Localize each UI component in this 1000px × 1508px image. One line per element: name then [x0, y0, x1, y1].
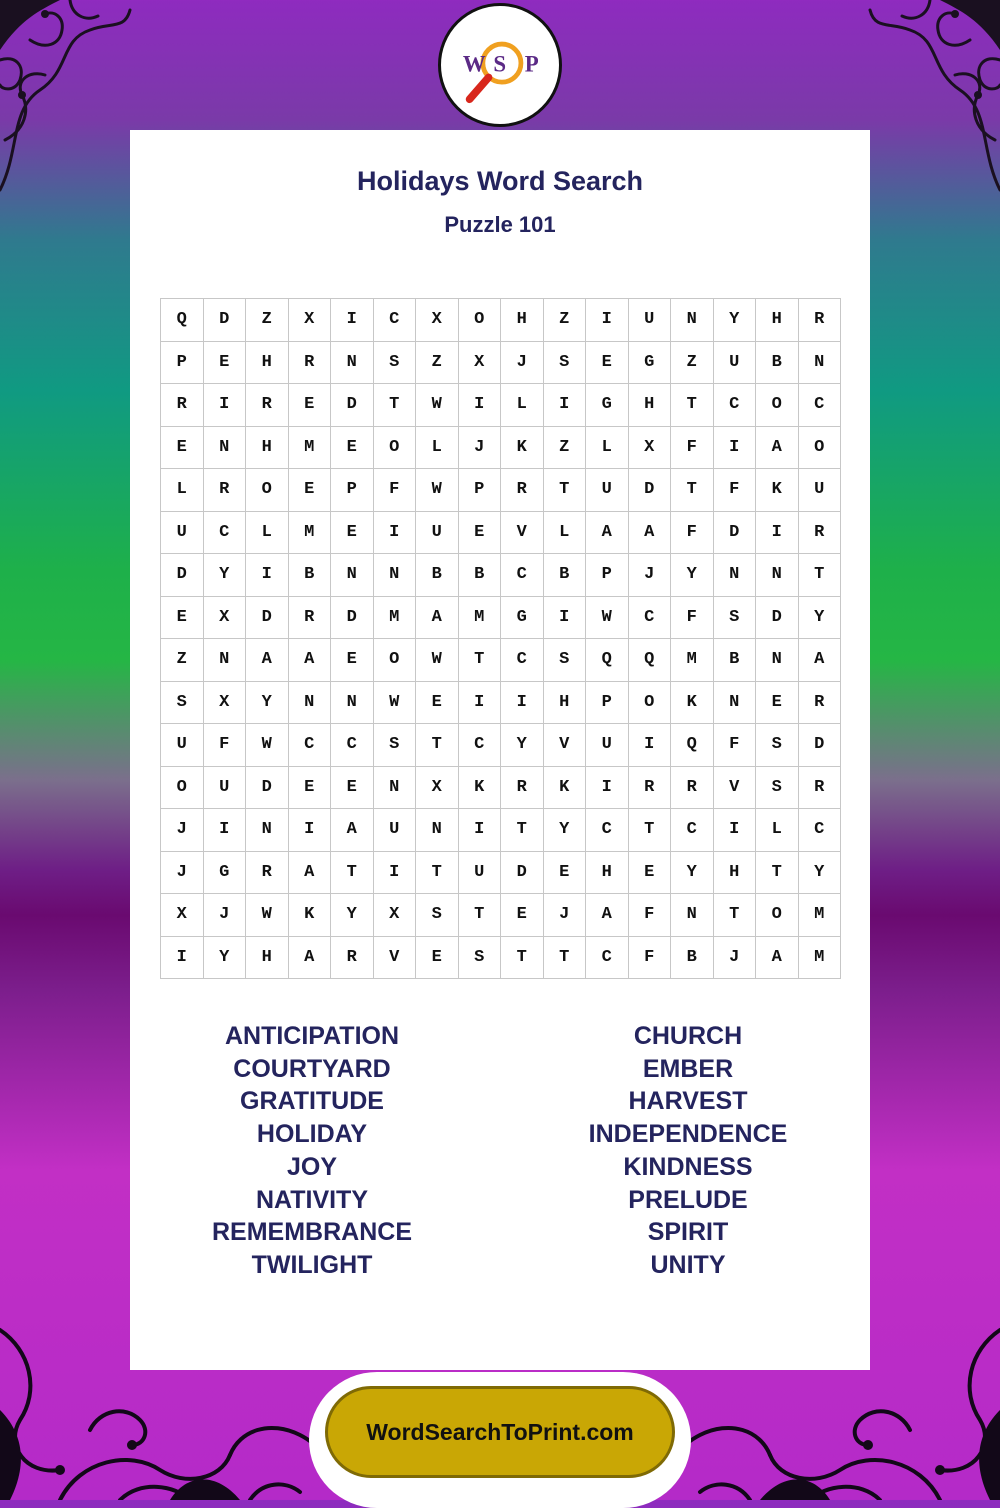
- grid-cell[interactable]: F: [714, 724, 757, 767]
- grid-cell[interactable]: S: [544, 639, 587, 682]
- grid-cell[interactable]: S: [756, 767, 799, 810]
- grid-cell[interactable]: A: [629, 512, 672, 555]
- grid-cell[interactable]: X: [374, 894, 417, 937]
- word-item: ANTICIPATION: [224, 1022, 400, 1050]
- word-list-left: [162, 1020, 462, 1282]
- grid-cell[interactable]: M: [799, 894, 842, 937]
- grid-cell[interactable]: C: [671, 809, 714, 852]
- grid-cell[interactable]: T: [374, 384, 417, 427]
- grid-cell[interactable]: I: [544, 384, 587, 427]
- grid-cell[interactable]: K: [544, 767, 587, 810]
- grid-cell[interactable]: J: [161, 852, 204, 895]
- grid-cell[interactable]: L: [756, 809, 799, 852]
- grid-cell[interactable]: X: [416, 767, 459, 810]
- grid-cell[interactable]: J: [629, 554, 672, 597]
- grid-cell[interactable]: S: [374, 342, 417, 385]
- grid-cell[interactable]: Z: [246, 299, 289, 342]
- grid-cell[interactable]: F: [714, 469, 757, 512]
- grid-cell[interactable]: H: [714, 852, 757, 895]
- grid-cell[interactable]: F: [671, 427, 714, 470]
- grid-cell[interactable]: F: [629, 937, 672, 980]
- grid-cell[interactable]: D: [756, 597, 799, 640]
- grid-cell[interactable]: H: [586, 852, 629, 895]
- grid-cell[interactable]: U: [416, 512, 459, 555]
- grid-cell[interactable]: N: [756, 639, 799, 682]
- grid-cell[interactable]: C: [714, 384, 757, 427]
- grid-cell[interactable]: M: [289, 512, 332, 555]
- grid-cell[interactable]: U: [161, 724, 204, 767]
- grid-cell[interactable]: R: [501, 469, 544, 512]
- grid-cell[interactable]: E: [416, 937, 459, 980]
- grid-cell[interactable]: M: [459, 597, 502, 640]
- grid-cell[interactable]: D: [161, 554, 204, 597]
- grid-cell[interactable]: C: [374, 299, 417, 342]
- grid-cell[interactable]: E: [756, 682, 799, 725]
- grid-cell[interactable]: T: [671, 469, 714, 512]
- grid-cell[interactable]: B: [459, 554, 502, 597]
- grid-cell[interactable]: E: [331, 427, 374, 470]
- grid-cell[interactable]: C: [799, 809, 842, 852]
- grid-cell[interactable]: O: [161, 767, 204, 810]
- grid-cell[interactable]: O: [799, 427, 842, 470]
- word-list-right: [538, 1020, 838, 1282]
- grid-cell[interactable]: I: [289, 809, 332, 852]
- grid-cell[interactable]: F: [204, 724, 247, 767]
- grid-cell[interactable]: C: [501, 554, 544, 597]
- grid-cell[interactable]: M: [374, 597, 417, 640]
- word-item: TWILIGHT: [251, 1250, 373, 1279]
- word-item: HARVEST: [628, 1087, 748, 1116]
- grid-cell[interactable]: Z: [416, 342, 459, 385]
- grid-cell[interactable]: A: [289, 852, 332, 895]
- grid-cell[interactable]: D: [331, 384, 374, 427]
- grid-cell[interactable]: B: [289, 554, 332, 597]
- grid-cell[interactable]: I: [586, 299, 629, 342]
- grid-cell[interactable]: E: [289, 469, 332, 512]
- grid-cell[interactable]: L: [246, 512, 289, 555]
- grid-cell[interactable]: H: [246, 937, 289, 980]
- grid-cell[interactable]: C: [289, 724, 332, 767]
- grid-cell[interactable]: N: [374, 554, 417, 597]
- grid-cell[interactable]: H: [246, 427, 289, 470]
- grid-cell[interactable]: J: [544, 894, 587, 937]
- grid-cell[interactable]: E: [161, 597, 204, 640]
- grid-cell[interactable]: N: [799, 342, 842, 385]
- word-item: COURTYARD: [233, 1054, 391, 1083]
- letter-grid: [160, 298, 841, 979]
- grid-cell[interactable]: T: [544, 469, 587, 512]
- grid-cell[interactable]: D: [204, 299, 247, 342]
- grid-cell[interactable]: K: [459, 767, 502, 810]
- grid-cell[interactable]: N: [756, 554, 799, 597]
- grid-cell[interactable]: L: [501, 384, 544, 427]
- grid-cell[interactable]: Y: [246, 682, 289, 725]
- word-item: GRATITUDE: [240, 1087, 384, 1116]
- grid-cell[interactable]: Z: [671, 342, 714, 385]
- word-item: INDEPENDENCE: [588, 1120, 788, 1149]
- grid-cell[interactable]: E: [544, 852, 587, 895]
- grid-cell[interactable]: B: [756, 342, 799, 385]
- word-item: SPIRIT: [647, 1218, 729, 1247]
- grid-cell[interactable]: R: [629, 767, 672, 810]
- grid-cell[interactable]: K: [671, 682, 714, 725]
- grid-cell[interactable]: R: [799, 682, 842, 725]
- grid-cell[interactable]: O: [459, 299, 502, 342]
- grid-cell[interactable]: R: [246, 384, 289, 427]
- grid-cell[interactable]: M: [289, 427, 332, 470]
- grid-cell[interactable]: V: [714, 767, 757, 810]
- grid-cell[interactable]: G: [204, 852, 247, 895]
- grid-cell[interactable]: E: [501, 894, 544, 937]
- grid-cell[interactable]: Y: [799, 852, 842, 895]
- grid-cell[interactable]: L: [586, 427, 629, 470]
- grid-cell[interactable]: A: [246, 639, 289, 682]
- grid-cell[interactable]: W: [416, 469, 459, 512]
- grid-cell[interactable]: E: [289, 767, 332, 810]
- grid-cell[interactable]: O: [756, 384, 799, 427]
- grid-cell[interactable]: A: [756, 427, 799, 470]
- grid-cell[interactable]: Y: [204, 554, 247, 597]
- grid-cell[interactable]: N: [204, 427, 247, 470]
- grid-cell[interactable]: N: [714, 682, 757, 725]
- grid-cell[interactable]: F: [629, 894, 672, 937]
- grid-cell[interactable]: Y: [671, 554, 714, 597]
- grid-cell[interactable]: O: [629, 682, 672, 725]
- grid-cell[interactable]: R: [246, 852, 289, 895]
- grid-cell[interactable]: N: [289, 682, 332, 725]
- grid-cell[interactable]: F: [374, 469, 417, 512]
- grid-cell[interactable]: R: [671, 767, 714, 810]
- grid-cell[interactable]: P: [586, 682, 629, 725]
- grid-cell[interactable]: P: [161, 342, 204, 385]
- grid-cell[interactable]: D: [799, 724, 842, 767]
- grid-cell[interactable]: A: [756, 937, 799, 980]
- grid-cell[interactable]: I: [331, 299, 374, 342]
- logo-letter-p: P: [524, 51, 539, 77]
- grid-cell[interactable]: X: [289, 299, 332, 342]
- grid-cell[interactable]: M: [799, 937, 842, 980]
- grid-cell[interactable]: S: [756, 724, 799, 767]
- grid-cell[interactable]: X: [629, 427, 672, 470]
- grid-cell[interactable]: D: [629, 469, 672, 512]
- grid-cell[interactable]: Y: [204, 937, 247, 980]
- grid-cell[interactable]: S: [161, 682, 204, 725]
- grid-cell[interactable]: O: [374, 639, 417, 682]
- grid-cell[interactable]: W: [586, 597, 629, 640]
- grid-cell[interactable]: C: [331, 724, 374, 767]
- grid-cell[interactable]: Y: [671, 852, 714, 895]
- grid-cell[interactable]: A: [289, 937, 332, 980]
- grid-cell[interactable]: P: [586, 554, 629, 597]
- grid-cell[interactable]: H: [544, 682, 587, 725]
- grid-cell[interactable]: X: [416, 299, 459, 342]
- site-logo[interactable]: [438, 3, 562, 127]
- grid-cell[interactable]: D: [246, 597, 289, 640]
- grid-cell[interactable]: R: [289, 342, 332, 385]
- grid-cell[interactable]: E: [204, 342, 247, 385]
- corner-flourish-top-left: [0, 0, 140, 200]
- grid-cell[interactable]: W: [374, 682, 417, 725]
- word-item: NATIVITY: [255, 1185, 369, 1214]
- grid-cell[interactable]: B: [416, 554, 459, 597]
- grid-cell[interactable]: X: [204, 597, 247, 640]
- grid-cell[interactable]: E: [459, 512, 502, 555]
- grid-cell[interactable]: T: [544, 937, 587, 980]
- grid-cell[interactable]: U: [204, 767, 247, 810]
- logo-letter-w: W: [462, 51, 486, 77]
- grid-cell[interactable]: I: [459, 809, 502, 852]
- grid-cell[interactable]: D: [714, 512, 757, 555]
- grid-cell[interactable]: R: [331, 937, 374, 980]
- grid-cell[interactable]: D: [501, 852, 544, 895]
- grid-cell[interactable]: Y: [331, 894, 374, 937]
- grid-cell[interactable]: D: [246, 767, 289, 810]
- grid-cell[interactable]: I: [501, 682, 544, 725]
- grid-cell[interactable]: R: [799, 767, 842, 810]
- grid-cell[interactable]: S: [544, 342, 587, 385]
- grid-cell[interactable]: B: [671, 937, 714, 980]
- grid-cell[interactable]: A: [586, 512, 629, 555]
- grid-cell[interactable]: W: [416, 384, 459, 427]
- grid-cell[interactable]: S: [416, 894, 459, 937]
- grid-cell[interactable]: I: [204, 384, 247, 427]
- grid-cell[interactable]: P: [459, 469, 502, 512]
- grid-cell[interactable]: S: [459, 937, 502, 980]
- grid-cell[interactable]: G: [586, 384, 629, 427]
- grid-cell[interactable]: S: [374, 724, 417, 767]
- grid-cell[interactable]: V: [544, 724, 587, 767]
- grid-cell[interactable]: J: [204, 894, 247, 937]
- grid-cell[interactable]: I: [204, 809, 247, 852]
- grid-cell[interactable]: W: [246, 724, 289, 767]
- grid-cell[interactable]: V: [501, 512, 544, 555]
- grid-cell[interactable]: Y: [714, 299, 757, 342]
- grid-cell[interactable]: H: [501, 299, 544, 342]
- grid-cell[interactable]: S: [714, 597, 757, 640]
- logo-letter-s: S: [493, 51, 507, 77]
- grid-cell[interactable]: E: [331, 767, 374, 810]
- grid-cell[interactable]: C: [629, 597, 672, 640]
- grid-cell[interactable]: E: [161, 427, 204, 470]
- grid-cell[interactable]: L: [416, 427, 459, 470]
- grid-cell[interactable]: T: [714, 894, 757, 937]
- grid-cell[interactable]: I: [459, 384, 502, 427]
- grid-cell[interactable]: Y: [799, 597, 842, 640]
- grid-cell[interactable]: I: [756, 512, 799, 555]
- grid-cell[interactable]: O: [756, 894, 799, 937]
- grid-cell[interactable]: N: [331, 554, 374, 597]
- grid-cell[interactable]: T: [501, 809, 544, 852]
- grid-cell[interactable]: N: [331, 342, 374, 385]
- grid-cell[interactable]: I: [714, 427, 757, 470]
- grid-cell[interactable]: I: [246, 554, 289, 597]
- grid-cell[interactable]: E: [289, 384, 332, 427]
- word-item: JOY: [286, 1152, 338, 1181]
- grid-cell[interactable]: L: [544, 512, 587, 555]
- grid-cell[interactable]: T: [756, 852, 799, 895]
- grid-cell[interactable]: I: [374, 512, 417, 555]
- grid-cell[interactable]: L: [161, 469, 204, 512]
- grid-cell[interactable]: U: [586, 724, 629, 767]
- grid-cell[interactable]: Q: [586, 639, 629, 682]
- grid-cell[interactable]: R: [204, 469, 247, 512]
- grid-cell[interactable]: J: [501, 342, 544, 385]
- grid-cell[interactable]: X: [204, 682, 247, 725]
- grid-cell[interactable]: I: [544, 597, 587, 640]
- grid-cell[interactable]: I: [629, 724, 672, 767]
- puzzle-subtitle: Puzzle 101: [444, 212, 556, 237]
- grid-cell[interactable]: N: [671, 894, 714, 937]
- grid-cell[interactable]: J: [161, 809, 204, 852]
- grid-cell[interactable]: R: [799, 512, 842, 555]
- grid-cell[interactable]: O: [374, 427, 417, 470]
- grid-cell[interactable]: G: [501, 597, 544, 640]
- grid-cell[interactable]: U: [714, 342, 757, 385]
- word-item: KINDNESS: [623, 1152, 753, 1181]
- grid-cell[interactable]: R: [161, 384, 204, 427]
- grid-cell[interactable]: K: [501, 427, 544, 470]
- grid-cell[interactable]: Y: [544, 809, 587, 852]
- grid-cell[interactable]: F: [671, 512, 714, 555]
- grid-cell[interactable]: B: [544, 554, 587, 597]
- grid-cell[interactable]: R: [501, 767, 544, 810]
- grid-cell[interactable]: E: [629, 852, 672, 895]
- grid-cell[interactable]: T: [671, 384, 714, 427]
- grid-cell[interactable]: I: [161, 937, 204, 980]
- grid-cell[interactable]: N: [374, 767, 417, 810]
- grid-cell[interactable]: X: [459, 342, 502, 385]
- grid-cell[interactable]: E: [331, 639, 374, 682]
- grid-cell[interactable]: C: [799, 384, 842, 427]
- word-item: REMEMBRANCE: [212, 1218, 412, 1247]
- grid-cell[interactable]: T: [331, 852, 374, 895]
- puzzle-title: Holidays Word Search: [356, 166, 644, 196]
- grid-cell[interactable]: N: [204, 639, 247, 682]
- grid-cell[interactable]: H: [629, 384, 672, 427]
- grid-cell[interactable]: A: [799, 639, 842, 682]
- grid-cell[interactable]: C: [501, 639, 544, 682]
- grid-cell[interactable]: A: [586, 894, 629, 937]
- grid-cell[interactable]: H: [756, 299, 799, 342]
- grid-cell[interactable]: Q: [629, 639, 672, 682]
- grid-cell[interactable]: C: [586, 809, 629, 852]
- grid-cell[interactable]: Q: [671, 724, 714, 767]
- grid-cell[interactable]: T: [459, 894, 502, 937]
- grid-cell[interactable]: E: [416, 682, 459, 725]
- grid-cell[interactable]: A: [416, 597, 459, 640]
- grid-cell[interactable]: F: [671, 597, 714, 640]
- grid-cell[interactable]: Z: [544, 299, 587, 342]
- corner-flourish-top-right: [860, 0, 1000, 200]
- word-item: PRELUDE: [628, 1185, 748, 1214]
- grid-cell[interactable]: O: [246, 469, 289, 512]
- grid-cell[interactable]: N: [714, 554, 757, 597]
- grid-cell[interactable]: T: [416, 852, 459, 895]
- grid-cell[interactable]: Y: [501, 724, 544, 767]
- grid-cell[interactable]: C: [586, 937, 629, 980]
- grid-cell[interactable]: H: [246, 342, 289, 385]
- grid-cell[interactable]: V: [374, 937, 417, 980]
- grid-cell[interactable]: K: [756, 469, 799, 512]
- word-item: UNITY: [650, 1250, 726, 1279]
- grid-cell[interactable]: P: [331, 469, 374, 512]
- grid-cell[interactable]: A: [289, 639, 332, 682]
- grid-cell[interactable]: Z: [161, 639, 204, 682]
- word-item: EMBER: [642, 1054, 734, 1083]
- grid-cell[interactable]: N: [331, 682, 374, 725]
- grid-cell[interactable]: E: [331, 512, 374, 555]
- grid-cell[interactable]: Q: [161, 299, 204, 342]
- grid-cell[interactable]: U: [161, 512, 204, 555]
- grid-cell[interactable]: U: [374, 809, 417, 852]
- grid-cell[interactable]: T: [459, 639, 502, 682]
- magnifier-logo-icon: [441, 6, 559, 124]
- grid-cell[interactable]: T: [416, 724, 459, 767]
- word-item: CHURCH: [633, 1022, 743, 1050]
- grid-cell[interactable]: T: [629, 809, 672, 852]
- grid-cell[interactable]: I: [459, 682, 502, 725]
- website-link-button[interactable]: WordSearchToPrint.com: [325, 1386, 675, 1478]
- grid-cell[interactable]: I: [586, 767, 629, 810]
- grid-cell[interactable]: K: [289, 894, 332, 937]
- grid-cell[interactable]: R: [289, 597, 332, 640]
- grid-cell[interactable]: B: [714, 639, 757, 682]
- grid-cell[interactable]: T: [799, 554, 842, 597]
- grid-cell[interactable]: G: [629, 342, 672, 385]
- grid-cell[interactable]: C: [204, 512, 247, 555]
- grid-cell[interactable]: C: [459, 724, 502, 767]
- grid-cell[interactable]: N: [416, 809, 459, 852]
- grid-cell[interactable]: R: [799, 299, 842, 342]
- grid-cell[interactable]: W: [416, 639, 459, 682]
- grid-cell[interactable]: J: [714, 937, 757, 980]
- grid-cell[interactable]: U: [799, 469, 842, 512]
- grid-cell[interactable]: A: [331, 809, 374, 852]
- grid-cell[interactable]: D: [331, 597, 374, 640]
- grid-cell[interactable]: X: [161, 894, 204, 937]
- grid-cell[interactable]: J: [459, 427, 502, 470]
- grid-cell[interactable]: Z: [544, 427, 587, 470]
- word-item: HOLIDAY: [256, 1120, 368, 1149]
- grid-cell[interactable]: I: [374, 852, 417, 895]
- puzzle-card: [130, 130, 870, 1370]
- grid-cell[interactable]: T: [501, 937, 544, 980]
- grid-cell[interactable]: E: [586, 342, 629, 385]
- grid-cell[interactable]: U: [459, 852, 502, 895]
- grid-cell[interactable]: U: [586, 469, 629, 512]
- grid-cell[interactable]: N: [671, 299, 714, 342]
- grid-cell[interactable]: I: [714, 809, 757, 852]
- grid-cell[interactable]: N: [246, 809, 289, 852]
- grid-cell[interactable]: W: [246, 894, 289, 937]
- grid-cell[interactable]: M: [671, 639, 714, 682]
- grid-cell[interactable]: U: [629, 299, 672, 342]
